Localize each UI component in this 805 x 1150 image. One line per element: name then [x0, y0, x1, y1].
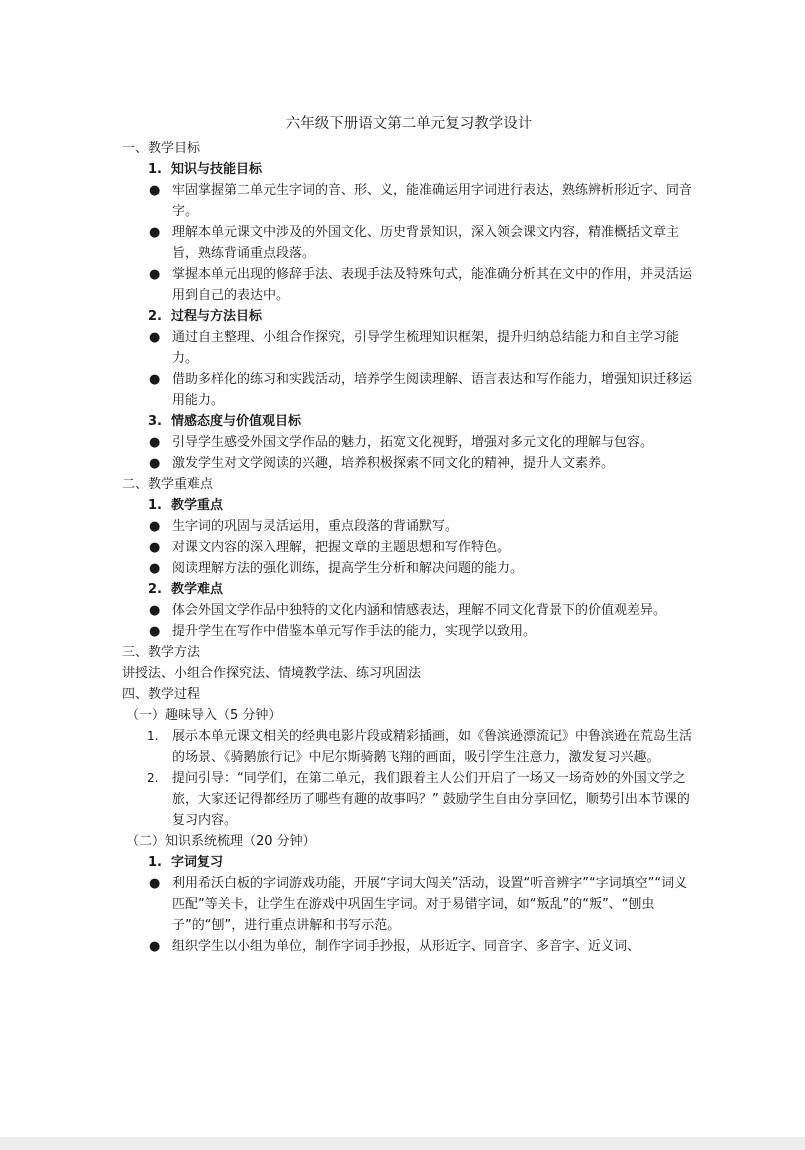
list-item-text: 借助多样化的练习和实践活动，培养学生阅读理解、语言表达和写作能力，增强知识迁移运用能力。: [172, 372, 693, 408]
section-heading-objectives: 一、教学目标: [122, 141, 201, 156]
list-item: [122, 768, 692, 831]
subheading-difficult-points: [122, 579, 692, 600]
bullet-icon: ●: [149, 225, 161, 240]
subheading-knowledge-skills: [122, 159, 692, 180]
list-item-text: 展示本单元课文相关的经典电影片段或精彩插画，如《鲁滨逊漂流记》中鲁滨逊在荒岛生活的场景、《骑鹅旅行记》中尼尔斯骑鹅飞翔的画面，吸引学生注意力，激发复习兴趣。: [172, 729, 693, 765]
list-number: 2.: [147, 771, 159, 785]
document-body: [122, 112, 692, 957]
bullet-list: [122, 516, 692, 579]
bullet-icon: ●: [149, 267, 161, 282]
subheading-emotion-values: [122, 411, 692, 432]
part-heading-intro: （一）趣味导入（5 分钟）: [126, 708, 282, 723]
section-heading-key-difficult: 二、教学重难点: [122, 477, 214, 492]
list-item: [122, 621, 692, 642]
bullet-list: [122, 327, 692, 411]
subheading-process-methods: [122, 306, 692, 327]
bullet-icon: ●: [149, 435, 161, 450]
list-item-text: 激发学生对文学阅读的兴趣，培养积极探索不同文化的精神，提升人文素养。: [172, 456, 615, 471]
list-item: [122, 432, 692, 453]
list-item: [122, 369, 692, 411]
bullet-list: [122, 180, 692, 306]
list-item: [122, 600, 692, 621]
bullet-icon: ●: [149, 603, 161, 618]
subheading-number: 2.: [148, 309, 162, 324]
subheading-number: 3.: [148, 414, 162, 429]
bullet-icon: ●: [149, 456, 161, 471]
list-item-text: 通过自主整理、小组合作探究，引导学生梳理知识框架，提升归纳总结能力和自主学习能力。: [172, 330, 680, 366]
list-item-text: 理解本单元课文中涉及的外国文化、历史背景知识，深入领会课文内容，精准概括文章主旨，熟练背诵重点段落。: [172, 225, 680, 261]
subheading-vocabulary: [122, 852, 692, 873]
bullet-icon: ●: [149, 939, 161, 954]
bullet-icon: ●: [149, 540, 161, 555]
list-item: [122, 264, 692, 306]
bullet-icon: ●: [149, 372, 161, 387]
list-item: [122, 180, 692, 222]
bullet-icon: ●: [149, 330, 161, 345]
list-item: [122, 516, 692, 537]
list-item-text: 生字词的巩固与灵活运用，重点段落的背诵默写。: [172, 519, 459, 534]
list-item-text: 利用希沃白板的字词游戏功能，开展“字词大闯关”活动，设置“听音辨字”“字词填空”“词义匹配”等关卡，让学生在游戏中巩固生字词。对于易错字词，如“叛乱”的“叛”、“刨虫子”的“刨”，进行重点讲解和书写示范。: [172, 876, 688, 933]
subheading-label: 知识与技能目标: [171, 162, 263, 177]
subheading-key-points: [122, 495, 692, 516]
subheading-number: 2.: [148, 582, 162, 597]
bullet-list: [122, 432, 692, 474]
subheading-number: 1.: [148, 162, 162, 177]
list-item: [122, 537, 692, 558]
bullet-icon: ●: [149, 519, 161, 534]
numbered-list: [122, 726, 692, 831]
page-bottom-edge: [0, 1137, 805, 1150]
list-item: [122, 726, 692, 768]
subheading-number: 1.: [148, 498, 162, 513]
subheading-label: 教学难点: [171, 582, 224, 597]
list-item: [122, 453, 692, 474]
bullet-icon: ●: [149, 876, 161, 891]
list-item: [122, 558, 692, 579]
part-heading-review: （二）知识系统梳理（20 分钟）: [126, 834, 316, 849]
subheading-label: 字词复习: [171, 855, 224, 870]
list-number: 1.: [147, 729, 159, 743]
subheading-label: 教学重点: [171, 498, 224, 513]
bullet-list: [122, 600, 692, 642]
bullet-list: [122, 873, 692, 957]
bullet-icon: ●: [149, 624, 161, 639]
list-item: [122, 936, 692, 957]
bullet-icon: ●: [149, 561, 161, 576]
methods-text: 讲授法、小组合作探究法、情境教学法、练习巩固法: [122, 666, 422, 681]
list-item-text: 对课文内容的深入理解，把握文章的主题思想和写作特色。: [172, 540, 511, 555]
subheading-label: 情感态度与价值观目标: [171, 414, 302, 429]
list-item-text: 提升学生在写作中借鉴本单元写作手法的能力，实现学以致用。: [172, 624, 537, 639]
list-item-text: 引导学生感受外国文学作品的魅力，拓宽文化视野，增强对多元文化的理解与包容。: [172, 435, 654, 450]
subheading-number: 1.: [148, 855, 162, 870]
list-item-text: 组织学生以小组为单位，制作字词手抄报，从形近字、同音字、多音字、近义词、: [172, 939, 641, 954]
bullet-icon: ●: [149, 183, 161, 198]
page-title: 六年级下册语文第二单元复习教学设计: [285, 116, 533, 132]
list-item: [122, 873, 692, 936]
section-heading-process: 四、教学过程: [122, 687, 201, 702]
list-item-text: 牢固掌握第二单元生字词的音、形、义，能准确运用字词进行表达，熟练辨析形近字、同音字。: [172, 183, 693, 219]
list-item-text: 阅读理解方法的强化训练，提高学生分析和解决问题的能力。: [172, 561, 524, 576]
list-item: [122, 327, 692, 369]
list-item-text: 提问引导：“同学们，在第二单元，我们跟着主人公们开启了一场又一场奇妙的外国文学之旅，大家还记得都经历了哪些有趣的故事吗？” 鼓励学生自由分享回忆，顺势引出本节课的复习内容。: [172, 771, 690, 828]
list-item-text: 体会外国文学作品中独特的文化内涵和情感表达，理解不同文化背景下的价值观差异。: [172, 603, 667, 618]
list-item: [122, 222, 692, 264]
subheading-label: 过程与方法目标: [171, 309, 263, 324]
section-heading-methods: 三、教学方法: [122, 645, 201, 660]
list-item-text: 掌握本单元出现的修辞手法、表现手法及特殊句式，能准确分析其在文中的作用，并灵活运用到自己的表达中。: [172, 267, 693, 303]
